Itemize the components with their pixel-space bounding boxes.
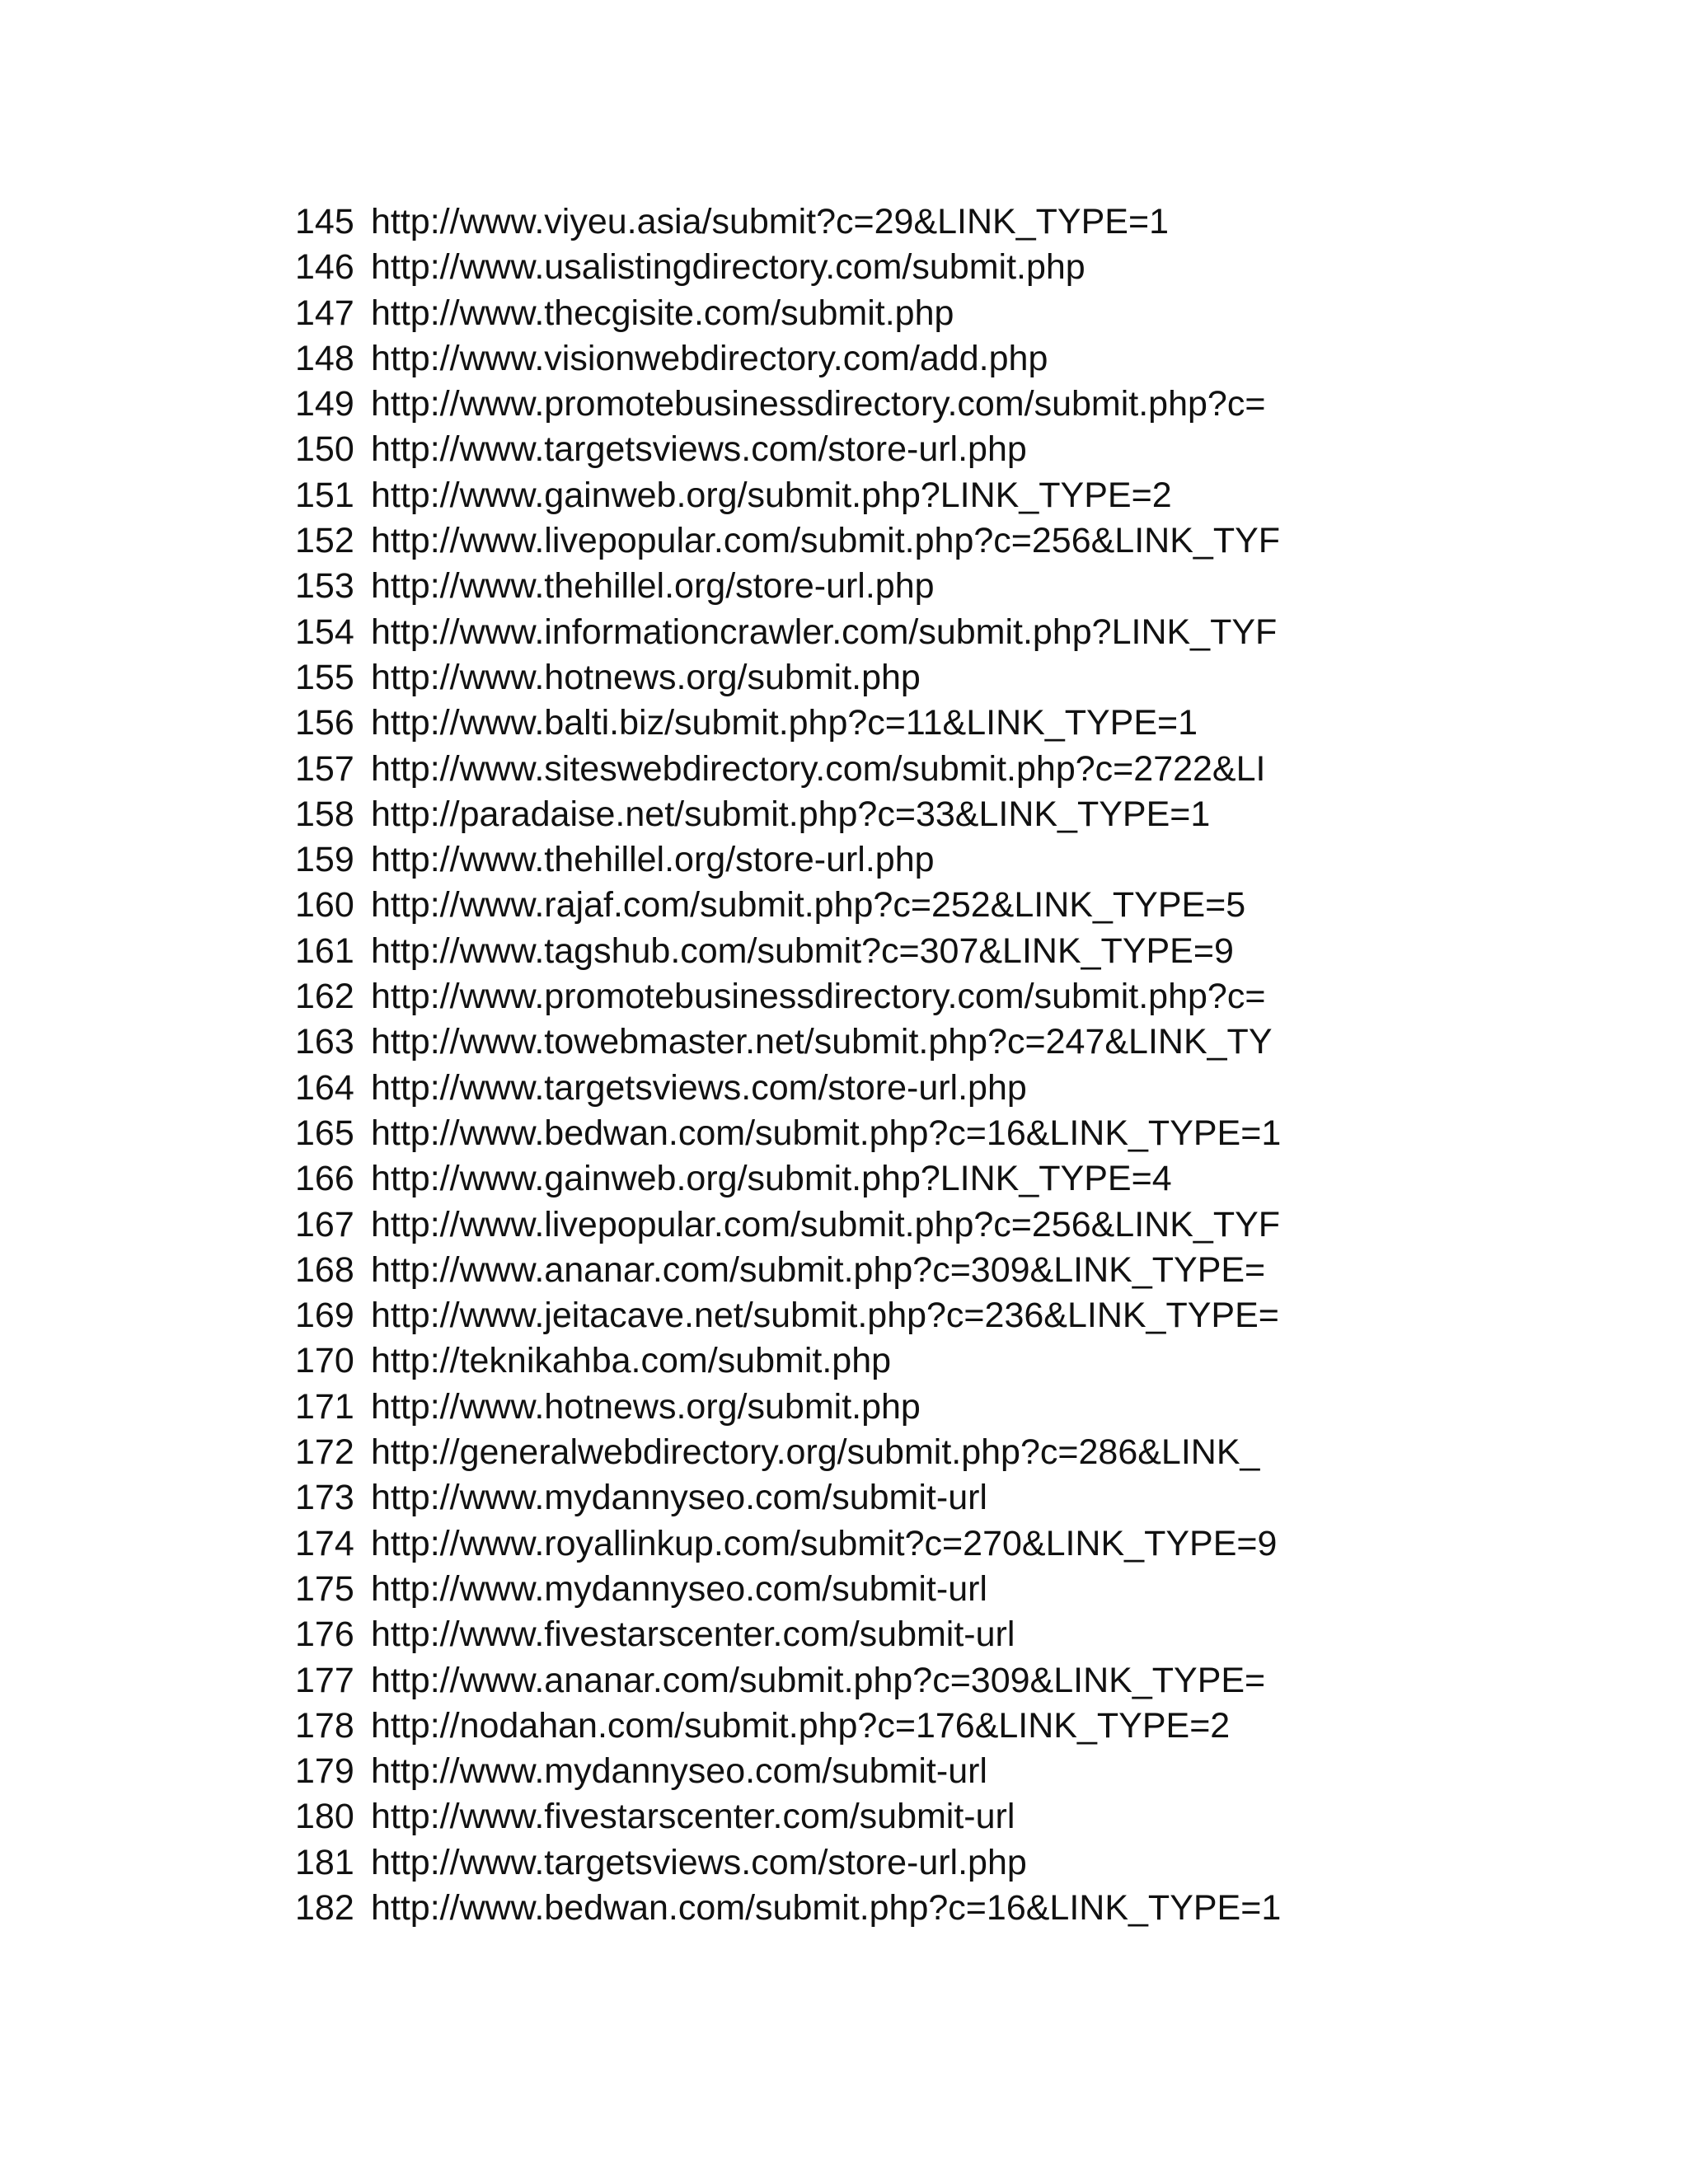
list-item xyxy=(295,1658,1335,1704)
list-item xyxy=(295,655,1335,701)
url-text: http://www.hotnews.org/submit.php xyxy=(371,657,921,697)
list-item xyxy=(295,1111,1335,1156)
list-item xyxy=(295,1567,1335,1612)
url-text: http://www.rajaf.com/submit.php?c=252&LINK_TYPE=5 xyxy=(371,885,1246,926)
line-number: 175 xyxy=(295,1568,354,1609)
url-text: http://www.targetsviews.com/store-url.php xyxy=(371,1842,1027,1882)
line-number: 156 xyxy=(295,703,354,743)
line-number: 180 xyxy=(295,1797,354,1837)
line-number: 171 xyxy=(295,1386,354,1427)
url-text: http://www.thehillel.org/store-url.php xyxy=(371,566,935,607)
url-text: http://www.thecgisite.com/submit.php xyxy=(371,293,954,333)
line-number: 152 xyxy=(295,521,354,561)
line-number: 154 xyxy=(295,612,354,652)
list-item xyxy=(295,518,1335,564)
list-item xyxy=(295,564,1335,609)
line-number: 178 xyxy=(295,1705,354,1746)
list-item xyxy=(295,1293,1335,1338)
line-number: 155 xyxy=(295,657,354,697)
url-text: http://www.fivestarscenter.com/submit-url xyxy=(371,1797,1015,1837)
url-text: http://www.hotnews.org/submit.php xyxy=(371,1386,921,1427)
line-number: 165 xyxy=(295,1113,354,1153)
list-item xyxy=(295,701,1335,746)
line-number: 177 xyxy=(295,1660,354,1700)
list-item xyxy=(295,1430,1335,1475)
line-number: 150 xyxy=(295,429,354,470)
url-text: http://www.informationcrawler.com/submit.php?LINK_TYF xyxy=(371,612,1278,652)
line-number: 148 xyxy=(295,338,354,378)
url-text: http://www.royallinkup.com/submit?c=270&LINK_TYPE=9 xyxy=(371,1523,1278,1563)
url-text: http://www.bedwan.com/submit.php?c=16&LINK_TYPE=1 xyxy=(371,1113,1282,1153)
url-list xyxy=(295,199,1335,1931)
list-item xyxy=(295,473,1335,518)
url-text: http://www.towebmaster.net/submit.php?c=247&LINK_TY xyxy=(371,1022,1273,1062)
line-number: 181 xyxy=(295,1842,354,1882)
list-item xyxy=(295,245,1335,290)
line-number: 149 xyxy=(295,384,354,424)
line-number: 164 xyxy=(295,1067,354,1108)
url-text: http://www.mydannyseo.com/submit-url xyxy=(371,1478,987,1518)
line-number: 163 xyxy=(295,1022,354,1062)
list-item xyxy=(295,1338,1335,1384)
url-text: http://www.gainweb.org/submit.php?LINK_TYPE=4 xyxy=(371,1159,1172,1199)
list-item xyxy=(295,1156,1335,1202)
list-item xyxy=(295,883,1335,928)
line-number: 176 xyxy=(295,1615,354,1655)
url-text: http://www.tagshub.com/submit?c=307&LINK_TYPE=9 xyxy=(371,930,1234,971)
list-item xyxy=(295,747,1335,792)
url-text: http://www.siteswebdirectory.com/submit.php?c=2722&LI xyxy=(371,748,1266,789)
url-text: http://www.jeitacave.net/submit.php?c=236&LINK_TYPE= xyxy=(371,1296,1279,1336)
url-text: http://teknikahba.com/submit.php xyxy=(371,1341,892,1381)
url-text: http://www.gainweb.org/submit.php?LINK_TYPE=2 xyxy=(371,475,1172,515)
list-item xyxy=(295,837,1335,883)
line-number: 170 xyxy=(295,1341,354,1381)
list-item xyxy=(295,336,1335,382)
line-number: 179 xyxy=(295,1751,354,1792)
line-number: 159 xyxy=(295,840,354,880)
line-number: 174 xyxy=(295,1523,354,1563)
url-text: http://www.livepopular.com/submit.php?c=256&LINK_TYF xyxy=(371,521,1281,561)
url-text: http://www.ananar.com/submit.php?c=309&LINK_TYPE= xyxy=(371,1660,1266,1700)
url-text: http://www.visionwebdirectory.com/add.php xyxy=(371,338,1048,378)
line-number: 162 xyxy=(295,977,354,1017)
url-text: http://www.targetsviews.com/store-url.php xyxy=(371,1067,1027,1108)
line-number: 153 xyxy=(295,566,354,607)
url-text: http://www.balti.biz/submit.php?c=11&LINK_TYPE=1 xyxy=(371,703,1198,743)
list-item xyxy=(295,1840,1335,1886)
list-item xyxy=(295,1202,1335,1248)
url-text: http://nodahan.com/submit.php?c=176&LINK_TYPE=2 xyxy=(371,1705,1231,1746)
line-number: 173 xyxy=(295,1478,354,1518)
url-text: http://www.livepopular.com/submit.php?c=256&LINK_TYF xyxy=(371,1204,1281,1244)
line-number: 182 xyxy=(295,1887,354,1928)
line-number: 157 xyxy=(295,748,354,789)
line-number: 145 xyxy=(295,202,354,241)
line-number: 160 xyxy=(295,885,354,926)
line-number: 168 xyxy=(295,1249,354,1290)
list-item xyxy=(295,1066,1335,1111)
url-text: http://www.mydannyseo.com/submit-url xyxy=(371,1568,987,1609)
url-text: http://www.bedwan.com/submit.php?c=16&LINK_TYPE=1 xyxy=(371,1887,1282,1928)
line-number: 161 xyxy=(295,930,354,971)
list-item xyxy=(295,974,1335,1019)
list-item xyxy=(295,199,1335,245)
list-item xyxy=(295,382,1335,427)
line-number: 169 xyxy=(295,1296,354,1336)
url-text: http://www.promotebusinessdirectory.com/submit.php?c= xyxy=(371,384,1266,424)
list-item xyxy=(295,1704,1335,1749)
url-text: http://www.usalistingdirectory.com/submit.php xyxy=(371,247,1085,288)
list-item xyxy=(295,1475,1335,1521)
list-item xyxy=(295,1886,1335,1931)
list-item xyxy=(295,610,1335,655)
list-item xyxy=(295,1794,1335,1840)
line-number: 147 xyxy=(295,293,354,333)
line-number: 167 xyxy=(295,1204,354,1244)
list-item xyxy=(295,1749,1335,1794)
list-item xyxy=(295,1019,1335,1065)
url-text: http://www.viyeu.asia/submit?c=29&LINK_TYPE=1 xyxy=(371,202,1169,241)
list-item xyxy=(295,792,1335,837)
list-item xyxy=(295,1521,1335,1567)
url-text: http://paradaise.net/submit.php?c=33&LINK_TYPE=1 xyxy=(371,794,1211,834)
line-number: 158 xyxy=(295,794,354,834)
list-item xyxy=(295,1248,1335,1293)
list-item xyxy=(295,929,1335,974)
url-text: http://www.ananar.com/submit.php?c=309&LINK_TYPE= xyxy=(371,1249,1266,1290)
url-text: http://www.targetsviews.com/store-url.php xyxy=(371,429,1027,470)
list-item xyxy=(295,291,1335,336)
list-item xyxy=(295,1385,1335,1430)
list-item xyxy=(295,427,1335,472)
url-text: http://generalwebdirectory.org/submit.php?c=286&LINK_ xyxy=(371,1432,1260,1473)
url-text: http://www.promotebusinessdirectory.com/submit.php?c= xyxy=(371,977,1266,1017)
url-text: http://www.fivestarscenter.com/submit-url xyxy=(371,1615,1015,1655)
line-number: 166 xyxy=(295,1159,354,1199)
line-number: 146 xyxy=(295,247,354,288)
line-number: 151 xyxy=(295,475,354,515)
line-number: 172 xyxy=(295,1432,354,1473)
url-text: http://www.mydannyseo.com/submit-url xyxy=(371,1751,987,1792)
url-text: http://www.thehillel.org/store-url.php xyxy=(371,840,935,880)
list-item xyxy=(295,1612,1335,1657)
